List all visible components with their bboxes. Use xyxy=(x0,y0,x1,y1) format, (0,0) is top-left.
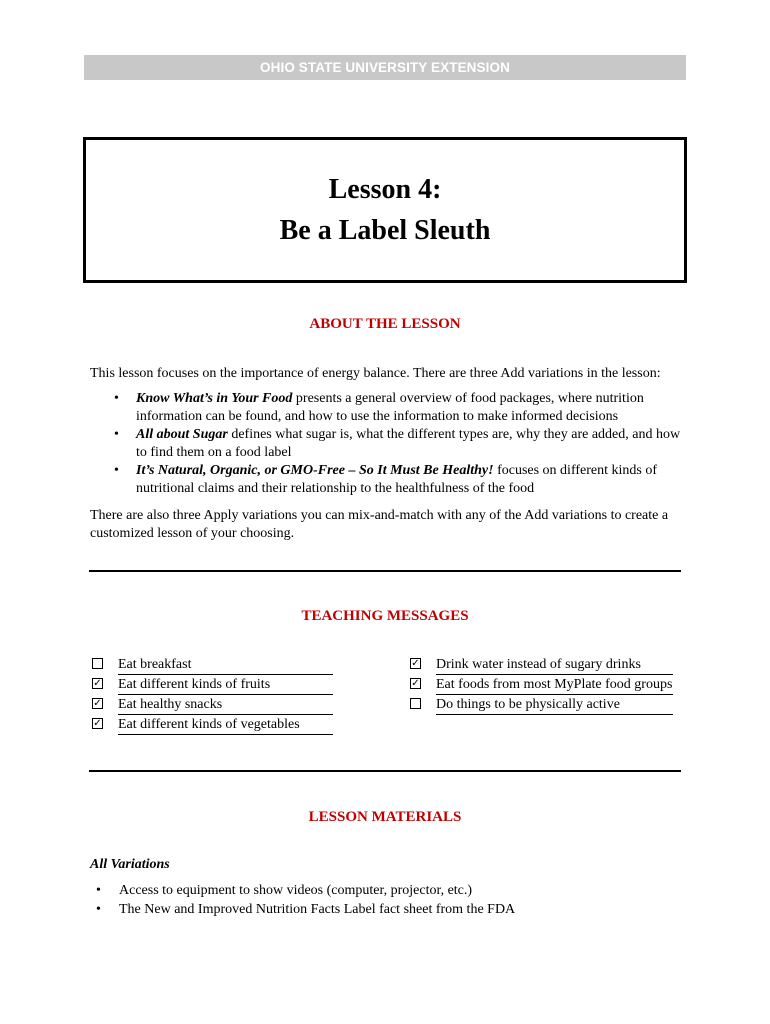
checklist-item xyxy=(408,655,673,675)
checklist-item xyxy=(90,695,333,715)
lesson-title: Be a Label Sleuth xyxy=(279,215,491,246)
teaching-checklist-left xyxy=(90,655,333,735)
variation-desc: defines what sugar is, what the different types are, why they are added, and how to find them on a food label xyxy=(136,427,681,460)
checkbox-icon xyxy=(410,698,421,709)
lesson-number: Lesson 4: xyxy=(328,174,442,205)
teaching-checklist-right xyxy=(408,655,673,715)
checklist-item xyxy=(90,655,333,675)
variation-desc: presents a general overview of food packages, where nutrition information can be found, and how to use the information to make informed decisions xyxy=(136,391,644,424)
header-banner: OHIO STATE UNIVERSITY EXTENSION xyxy=(84,55,686,80)
teaching-heading: TEACHING MESSAGES xyxy=(301,608,469,624)
checklist-text: Eat healthy snacks xyxy=(118,695,333,715)
checkbox-checked-icon: ✓ xyxy=(93,697,102,709)
checklist-item xyxy=(90,715,333,735)
section-divider xyxy=(89,770,681,772)
about-heading: ABOUT THE LESSON xyxy=(309,316,461,332)
list-item: • Access to equipment to show videos (computer, projector, etc.) xyxy=(90,881,690,900)
checklist-item xyxy=(90,675,333,695)
checklist-text: Eat foods from most MyPlate food groups xyxy=(436,675,673,695)
materials-list xyxy=(90,881,690,919)
about-outro: There are also three Apply variations you can mix-and-match with any of the Add variations to create a customized lesson of your choosing. xyxy=(90,508,669,541)
checklist-text: Do things to be physically active xyxy=(436,695,673,715)
title-box xyxy=(83,137,687,283)
about-intro: This lesson focuses on the importance of energy balance. There are three Add variations in the lesson: xyxy=(90,366,661,381)
list-item xyxy=(90,426,690,462)
checklist-text: Eat breakfast xyxy=(118,655,333,675)
checkbox-checked-icon: ✓ xyxy=(411,677,420,689)
checkbox-checked-icon: ✓ xyxy=(411,657,420,669)
checklist-item xyxy=(408,675,673,695)
variations-list xyxy=(90,390,690,498)
checklist-item xyxy=(408,695,673,715)
variation-name: It’s Natural, Organic, or GMO-Free – So It Must Be Healthy! xyxy=(136,463,494,478)
checkbox-checked-icon: ✓ xyxy=(93,677,102,689)
list-item: • The New and Improved Nutrition Facts Label fact sheet from the FDA xyxy=(90,900,690,919)
checklist-text: Eat different kinds of fruits xyxy=(118,675,333,695)
materials-heading: LESSON MATERIALS xyxy=(308,809,462,825)
list-item xyxy=(90,390,690,426)
checklist-text: Drink water instead of sugary drinks xyxy=(436,655,673,675)
checkbox-icon xyxy=(92,658,103,669)
checklist-text: Eat different kinds of vegetables xyxy=(118,715,333,735)
variation-desc: focuses on different kinds of nutritional claims and their relationship to the healthfulness of the food xyxy=(136,463,657,496)
variation-name: All about Sugar xyxy=(136,427,228,442)
list-item xyxy=(90,462,690,498)
checkbox-checked-icon: ✓ xyxy=(93,717,102,729)
section-divider xyxy=(89,570,681,572)
variation-name: Know What’s in Your Food xyxy=(136,391,293,406)
materials-subheading: All Variations xyxy=(90,857,170,872)
